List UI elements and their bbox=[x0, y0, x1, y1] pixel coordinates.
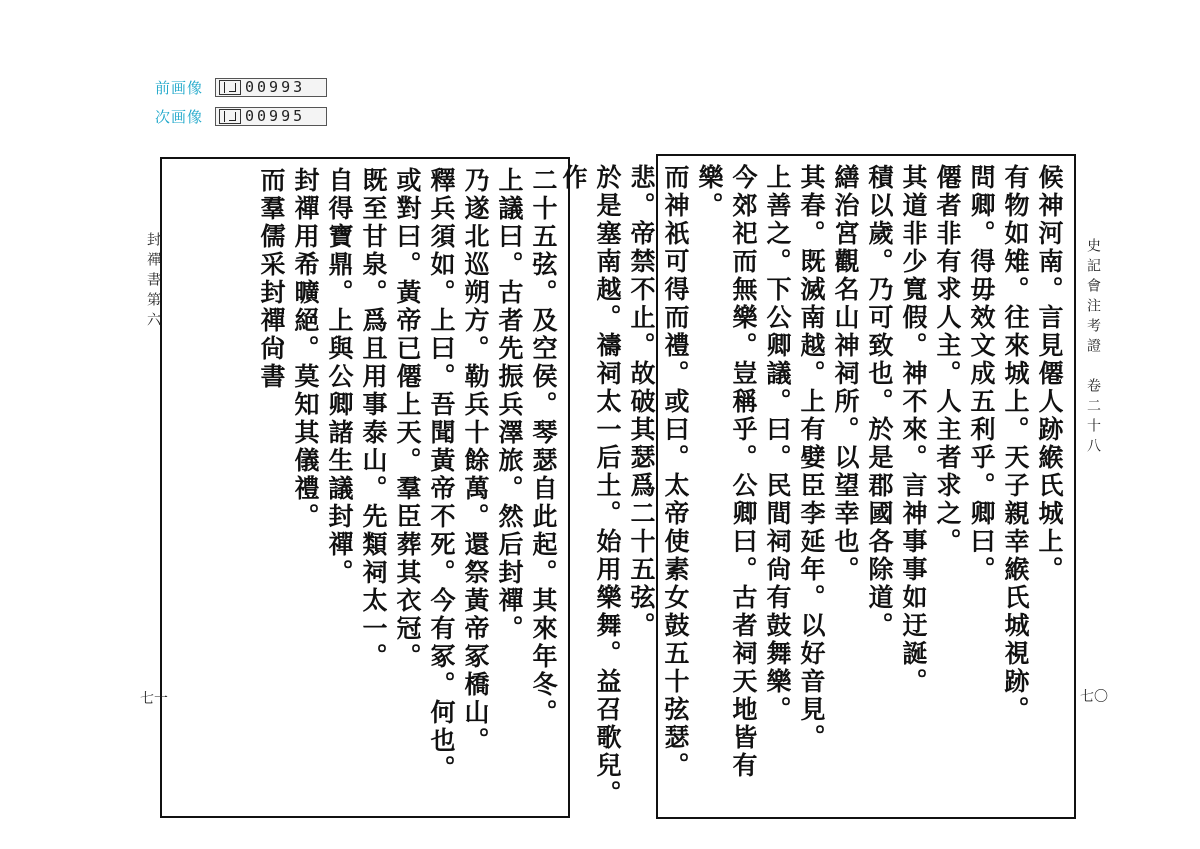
left-page-text: 二十五弦。及空侯。琴瑟自此起。其來年冬。 上議曰。古者先振兵澤旅。然后封禪。 乃遂北巡朔方。勒兵十餘萬。還祭黃帝冢橋山。 釋兵須如。上曰。吾聞黃帝不死。今有冢。何也。 或對曰。黃帝已僊上天。羣臣葬其衣冠。 既至甘泉。爲且用事泰山。先類祠太一。 自得寶鼎。上與公卿諸生議封禪。 封禪用希曠絕。莫知其儀禮。 而羣儒采封禪尙書 bbox=[257, 167, 558, 783]
next-image-code-button[interactable] bbox=[215, 107, 327, 126]
left-folio: 七一 bbox=[140, 691, 168, 707]
right-folio: 七〇 bbox=[1080, 689, 1108, 705]
prev-image-link[interactable]: 前画像 bbox=[155, 78, 204, 97]
jump-icon bbox=[219, 109, 241, 124]
right-page bbox=[559, 154, 1076, 819]
prev-image-row bbox=[155, 76, 327, 98]
left-running-head: 封禪書第六 bbox=[145, 232, 161, 332]
prev-image-code: 00993 bbox=[245, 78, 306, 96]
jump-icon bbox=[219, 80, 241, 95]
next-image-code: 00995 bbox=[245, 107, 306, 125]
next-image-row bbox=[155, 105, 327, 127]
left-page bbox=[160, 157, 570, 818]
prev-image-code-button[interactable] bbox=[215, 78, 327, 97]
right-page-text: 候神河南。言見僊人跡緱氏城上。 有物如雉。往來城上。天子親幸緱氏城視跡。 問卿。得毋效文成五利乎。卿曰。 僊者非有求人主。人主者求之。 其道非少寬假。神不來。言神事事如迂誕。 積以歲。乃可致也。於是郡國各除道。 繕治宮觀名山神祠所。以望幸也。 其春。既滅南越。上有嬖臣李延年。以好音見。 上善之。下公卿議。曰。民間祠尙有鼓舞樂。 今郊祀而無樂。豈稱乎。公卿曰。古者祠天地皆有樂。 而神祇可得而禮。或曰。太帝使素女鼓五十弦瑟。 悲。帝禁不止。故破其瑟爲二十五弦。 於是塞南越。禱祠太一后土。始用樂舞。益召歌兒。作 bbox=[559, 164, 1064, 808]
next-image-link[interactable]: 次画像 bbox=[155, 107, 204, 126]
right-running-head: 史記會注考證 卷二十八 bbox=[1085, 238, 1101, 458]
